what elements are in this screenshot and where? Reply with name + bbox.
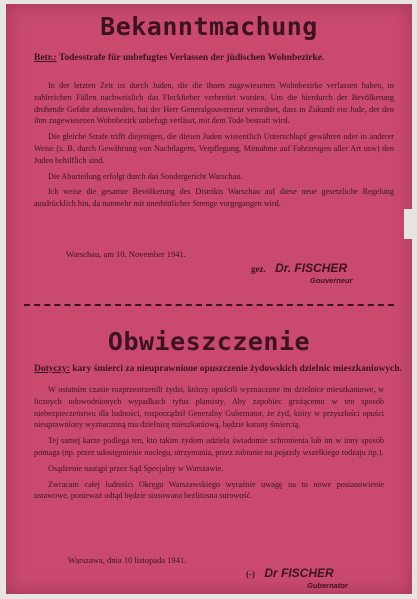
paragraph-german-2: Die gleiche Strafe trifft diejenigen, die diesen Juden wissentlich Unterschlupf gewähren oder in anderer Weise (z. B. durch Gewährung von Nachtlagern, Verpflegung, Mitnahme auf Fahrzeugen aller Art usw) den Juden behilflich sind.: [34, 132, 394, 165]
signature-polish: [246, 566, 334, 580]
body-polish: [34, 384, 384, 506]
subject-lead-polish: Dotyczy:: [34, 364, 70, 374]
dateline-german: Warschau, am 10. November 1941.: [66, 249, 186, 259]
title-german: Bekanntmachung: [100, 12, 318, 41]
body-german: [34, 80, 394, 214]
paragraph-polish-2: Tej samej karze podlega ten, kto takim żydom udziela świadomie schronienia lub im w inny sposób pomaga (np. przez udostępnienie noclegu, utrzymania, przez zabranie na pojazdy wszelkiego rodzaju itp.).: [34, 436, 384, 457]
torn-edge: [404, 209, 412, 239]
subject-lead-german: Betr.:: [34, 53, 57, 63]
role-polish: Gubernator: [307, 581, 348, 590]
section-divider: [24, 304, 394, 306]
paragraph-polish-4: Zwracam całej ludności Okręgu Warszawskiego wyraźnie uwagę na to nowe postanowienie ustawowe, ponieważ odtąd będzie stosowana bezlitosna surowość.: [34, 479, 384, 501]
paragraph-polish-1: W ostatnim czasie rozprzestrzenili żydzi, którzy opuścili wyznaczone im dzielnice mieszkaniowe, w licznych udowodnionych wypadkach tyfus plamisty. Aby zapobiec grożącemu w ten sposób niebezpieczeństwu dla ludności, rozporządził Generalny Gubernator, że żyd, który w przyszłości opuści nieuprawniony wyznaczoną mu dzielnicę mieszkaniową, będzie karany śmiercią.: [34, 385, 384, 430]
paragraph-polish-3: Osądzenie nastąpi przez Sąd Specjalny w Warszawie.: [48, 463, 224, 473]
signature-name-polish: Dr FISCHER: [264, 566, 334, 580]
title-polish: Obwieszczenie: [107, 327, 311, 356]
subject-polish: [34, 364, 402, 374]
subject-text-polish: kary śmierci za nieuprawnione opuszczenie żydowskich dzielnic mieszkaniowych.: [72, 364, 402, 374]
subject-text-german: Todesstrafe für unbefugtes Verlassen der jüdischen Wohnbezirke.: [58, 53, 325, 63]
dateline-polish: Warszawa, dnia 10 listopada 1941.: [68, 555, 187, 565]
signature-abbr-german: gez.: [251, 264, 266, 274]
paragraph-german-1: In der letzten Zeit ist durch Juden, die die ihnen zugewiesenen Wohnbezirke verlassen haben, in zahlreichen Fällen nachweislich das Fleckfieber verbreitet worden. Um die hierdurch der Bevölkerung drohende Gefahr abzuwenden, hat der Herr Generalgouverneur verordnet, dass in Zukunft ein Jude, der den ihm zugewiesenen Wohnbezirk unbefugt verlässt, mit dem Tode bestraft wird.: [34, 81, 394, 126]
poster-sheet: [6, 4, 412, 594]
paragraph-german-3: Die Aburteilung erfolgt durch das Sondergericht Warschau.: [48, 171, 243, 181]
signature-name-german: Dr. FISCHER: [275, 261, 348, 275]
signature-abbr-polish: (-): [246, 569, 255, 579]
subject-german: [34, 53, 324, 63]
role-german: Gouverneur: [310, 276, 353, 285]
signature-german: [251, 261, 347, 275]
paragraph-german-4: Ich weise die gesamte Bevölkerung des Distrikts Warschau auf diese neue gesetzliche Regelung ausdrücklich hin, da nunmehr mit unerbittlicher Strenge vorgegangen wird.: [34, 187, 394, 209]
